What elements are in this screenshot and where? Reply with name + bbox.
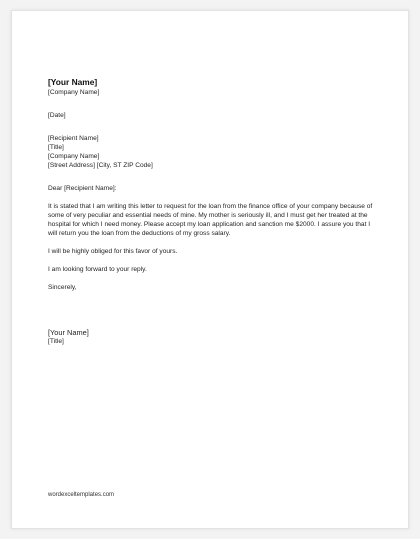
letter-content [48, 184, 378, 292]
sender-name: [Your Name] [48, 77, 98, 87]
recipient-address: [Street Address] [City, ST ZIP Code] [48, 162, 153, 169]
salutation: Dear [Recipient Name]: [48, 185, 117, 192]
body-paragraph: I will be highly obliged for this favor of yours. [48, 248, 178, 255]
body-paragraph: I am looking forward to your reply. [48, 266, 147, 273]
signature-title: [Title] [48, 338, 64, 345]
sender-block [48, 77, 378, 97]
sender-company: [Company Name] [48, 89, 100, 96]
closing: Sincerely, [48, 284, 77, 291]
signature-space [48, 301, 378, 328]
footer-website: wordexceltemplates.com [48, 492, 115, 498]
document-page [11, 10, 409, 529]
recipient-block [48, 134, 378, 170]
recipient-name: [Recipient Name] [48, 135, 99, 142]
signature-block [48, 328, 378, 346]
recipient-company: [Company Name] [48, 153, 100, 160]
recipient-title: [Title] [48, 144, 64, 151]
letter-body [48, 77, 378, 346]
body-paragraph: It is stated that I am writing this letter to request for the loan from the finance office of your company because of some of very peculiar and essential needs of mine. My mother is seriously ill, and I must get her treated at the hospital for which I need money. Please accept my loan application and sanction me $2000. I assure you that I will return you the loan from the deductions of my gross salary. [48, 203, 373, 237]
date-block [48, 111, 378, 120]
signature-name: [Your Name] [48, 328, 89, 337]
letter-date: [Date] [48, 112, 66, 119]
